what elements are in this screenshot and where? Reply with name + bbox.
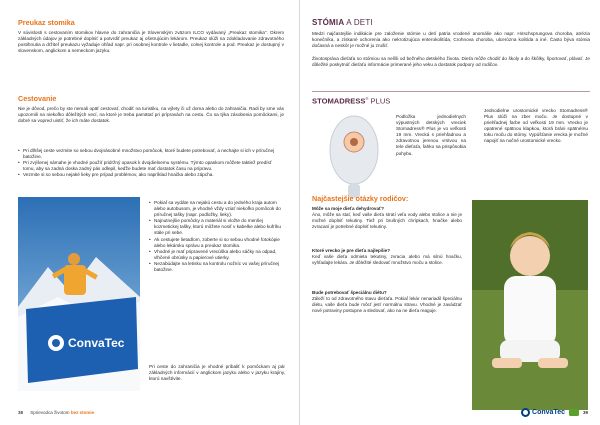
- faq-title: Najčastejšie otázky rodičov:: [312, 194, 409, 203]
- right-page: [300, 0, 600, 425]
- photo-child-sitting: [472, 200, 588, 410]
- footer-accent: bez stomie: [70, 410, 95, 415]
- convatec-logo-icon: [521, 408, 530, 417]
- list-item: • Vezmite si so sebou nejaké lieky pre prípad problémov, ako napríklad hnačka alebo zápcha.: [18, 172, 284, 178]
- list-item: • Vhodné je mať pripravené vrecúška alebo sáčky na odpad, vlhčené obrúsky a papierové utierky.: [149, 249, 285, 261]
- intro-text-2: Životospráva dieťaťa so stómiou sa nelíši od bežného detského života. Dieťa môže chodiť do školy a do škôlky, športovať, plávať. Je dôležité poskytnúť dieťaťu informácie primerané jeho veku a dostatok podpory od rodičov.: [312, 56, 590, 68]
- list-item: • Ak cestujete lietadlom, zoberte si so sebou vhodné fotokópie alebo lekársku správu a preukaz stomika.: [149, 237, 285, 249]
- faq-answer: Keď vaše dieťa odmieta tekutiny, zvracia alebo má silnú hnačku, vyhľadajte lekára. Je dôležité sledovať množstvo moču a stolice.: [312, 254, 462, 265]
- badge-icon: [569, 409, 579, 416]
- list-item: • Pokiaľ sa vydáte na nejakú cestu a do jedného kraja autom alebo autobusom, je vhodné vždy vziať niekoľko pomôcok do príručnej tašky (napr. podložky, lieky).: [149, 200, 285, 218]
- left-footer: [18, 410, 94, 415]
- list-item: • Nezabúdajte na letisku na kontrolu nožníc vo vašej príručnej batožine.: [149, 261, 285, 273]
- svg-text:ConvaTec: ConvaTec: [68, 336, 125, 350]
- product-title: [312, 96, 390, 106]
- section-title-preukaz: Preukaz stomika: [18, 18, 75, 27]
- right-footer: [521, 408, 588, 417]
- faq-question: Ktoré vrecko je pre dieťa najlepšie?: [312, 248, 391, 253]
- product-caption-1: Podložka jednodielnych výpustných detských vreciek Stomadress® Plus je vo veľkosti 19 mm. Vrecká s priehľadnou a zdravotnou jemnou vrstvou na tele dieťaťa, ľahko sa prispôsobia pohybu.: [396, 114, 466, 156]
- faq-item: [312, 206, 462, 230]
- bullet-list-travel: [18, 148, 284, 178]
- faq-answer: Áno, môže sa stať, keď vaše dieťa stratí veľa vody alebo stolice a nie je možné doplniť tekutiny. Tiež pri brušných chrípkach, hnačke alebo zvracaní je potrebné doplniť tekutiny.: [312, 212, 462, 229]
- title-rest: A DETI: [346, 18, 373, 27]
- page-number: 38: [18, 410, 24, 415]
- list-item: • Pri zvýšenej námahe je vhodné použiť pridržný opasok k dvojdielnemu systému. Týmto opaskom môžete taktiež predísť tomu, aby sa zadná doska zadný pás odlepil, keďže budete mať dostatok času na prípravu.: [18, 160, 284, 172]
- faq-item: [312, 290, 462, 314]
- bullet-list-packing: [149, 200, 285, 273]
- section-text-preukaz: V súvislosti s cestovaním stomikov hlavne do zahraničia je Slovenským zväzom ILCO vydávaný „Preukaz stomika". Okrem základných údajov je potrebné doplniť a potvrdiť preukaz aj ošetrujúcim lekárom. Preukaz slúži na zdokladovanie zdravotného postihnutia a držiteľ preukazu vyžaduje ohľad napr. pri osobnej kontrole v lietadle, colnej kontrole a pod. Preukaz je dostupný v slovenskom, anglickom a nemeckom jazyku.: [18, 30, 284, 54]
- section-text-abroad: Pri ceste do zahraničia je vhodné pribaliť k pomôckam aj pár základných informácií v anglickom jazyku alebo v jazyku krajiny, ktorú navštívite.: [149, 364, 285, 382]
- product-suffix: PLUS: [370, 96, 391, 106]
- page-number: 39: [582, 410, 588, 415]
- intro-text-1: Medzi najčastejšie indikácie pre založenie stómie u detí patria vrodené anomálie ako napr. Hirschsprungova choroba, atrézia konečníka, a získané ochorenia ako nekrotizujúca enterokolitída, Crohnova choroba, ulcerózna kolitída a iné. Často býva stómia dočasná a neskôr je možné ju zrušiť.: [312, 31, 590, 49]
- faq-answer: Záleží to od zdravotného stavu dieťaťa. Pokiaľ lekár nenariadil špeciálnu diétu, vaše dieťa bude môcť jesť normálnu stravu. Vhodné je zavádzať nové potraviny postupne a sledovať, ako na ne dieťa reaguje.: [312, 296, 462, 313]
- faq-question: Môže sa moje dieťa dehydrovať?: [312, 206, 385, 211]
- title-bold: STÓMIA: [312, 18, 345, 27]
- divider: [312, 91, 590, 92]
- product-caption-2: Jednodielne urostomické vrecko Stomadress® Plus slúži na zber moču. Je dostupné v priehľadnej farbe od veľkosti 19 mm. Vrecko je opatrené spätnou klapkou, ktorá bráni spätnému toku moču do stómy. Vypúšťanie vrecka je možné napojiť na nočné urostomické vrecko.: [484, 108, 588, 144]
- list-item: • Najnutnejšie pomôcky a materiál si vložte do menšej kozmetickej tašky, ktorú môžete nosiť v kabelke alebo kufríku stále pri sebe.: [149, 218, 285, 236]
- photo-mountaineer-convatec-flag: [18, 197, 140, 391]
- product-pouch-image: [322, 110, 386, 206]
- registered-mark: ®: [365, 96, 369, 101]
- section-text-cestovanie: Nie je dôvod, prečo by ste nemali opäť cestovať, chodiť na turistiku, na výlety či už doma alebo do zahraničia. Radi by sme vás upozornili na niekoľko dôležitých vecí, na ktoré je treba pamätať pri prípravách na cestu. Čo sa týka zásobenia pomôckami, je dobré sa vopred uistiť, že ich máte dostatok.: [18, 106, 284, 124]
- convatec-logo: [521, 408, 565, 417]
- footer-label: Sprievodca životom: [30, 410, 70, 415]
- section-title-cestovanie: Cestovanie: [18, 94, 57, 103]
- faq-question: Bude potrebovať špeciálnu diétu?: [312, 290, 387, 295]
- faq-item: [312, 248, 462, 266]
- product-name: STOMADRESS: [312, 96, 366, 106]
- brand-name: ConvaTec: [532, 409, 565, 416]
- page-title: [312, 18, 373, 27]
- list-item: • Pri dlhšej ceste vezmite so sebou dvojnásobné množstvo pomôcok, ktoré budete potrebovať, a nechajte si ich v príručnej batožine.: [18, 148, 284, 160]
